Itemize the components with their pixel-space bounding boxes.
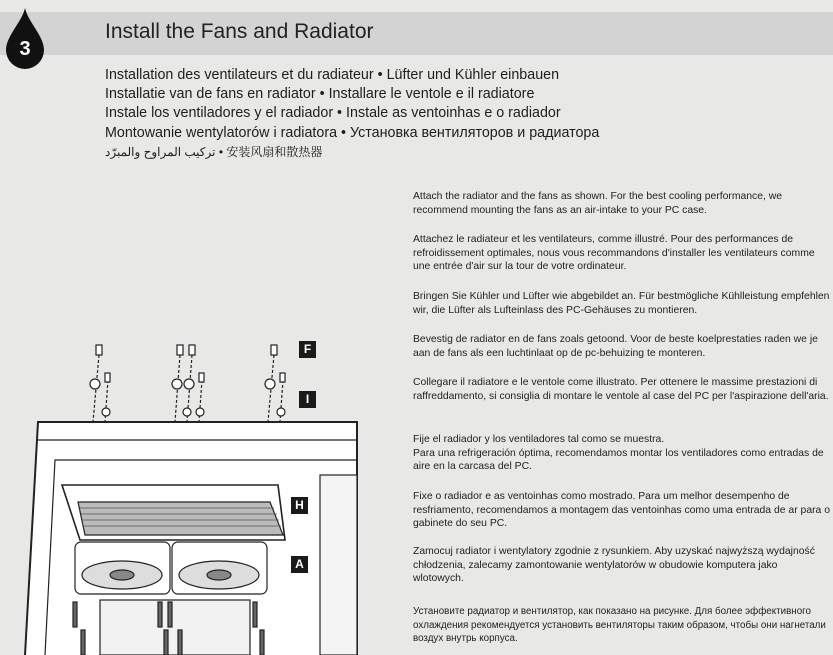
translated-titles	[105, 66, 599, 162]
subtitle-line: Instale los ventiladores y el radiador • Instale as ventoinhas e o radiador	[105, 105, 561, 122]
subtitle-line: Montowanie wentylatorów i radiatora • Установка вентиляторов и радиатора	[105, 124, 600, 141]
instruction-en: Attach the radiator and the fans as shown. For the best cooling performance, we recommend mounting the fans as an air-intake to your PC case.	[413, 191, 783, 216]
installation-diagram	[0, 330, 400, 655]
instruction-pt: Fixe o radiador e as ventoinhas como mostrado. Para um melhor desempenho de resfriamento, recomendamos a montagem das ventoinhas como uma entrada de ar para o gabinete do seu PC.	[413, 491, 831, 530]
subtitle-line: تركيب المراوح والمبرّد • 安装风扇和散热器	[105, 144, 323, 159]
screws-and-washers	[90, 345, 285, 422]
instruction-nl: Bevestig de radiator en de fans zoals getoond. Voor de beste koelprestaties raden we je aan de fans als een luchtinlaat op de pc-behuizing te monteren.	[413, 334, 818, 359]
instruction-it: Collegare il radiatore e le ventole come illustrato. Per ottenere le massime prestazioni di raffreddamento, si consiglia di montare le ventole al case del PC per l'aspirazione dell'aria.	[413, 377, 829, 402]
radiator	[62, 485, 285, 540]
instruction-ru: Установите радиатор и вентилятор, как показано на рисунке. Для более эффективного охлаждения рекомендуется установить вентиляторы таким образом, чтобы они нагнетали воздух внутрь корпуса.	[413, 606, 826, 645]
instruction-de: Bringen Sie Kühler und Lüfter wie abgebildet an. Für bestmögliche Kühlleistung empfehlen wir, die Lüfter als Lufteinlass des PC-Gehäuses zu montieren.	[413, 291, 830, 316]
instruction-fr: Attachez le radiateur et les ventilateurs, comme illustré. Pour des performances de refroidissement optimales, nous vous recommandons d'installer les ventilateurs comme une entrée d'air sur la tour de votre ordinateur.	[413, 234, 815, 273]
page-title: Install the Fans and Radiator	[105, 20, 374, 43]
instruction-pl: Zamocuj radiator i wentylatory zgodnie z rysunkiem. Aby uzyskać najwyższą wydajność chłodzenia, zalecamy zamontowanie wentylatorów w obudowie komputera jako wlotowych.	[413, 546, 815, 585]
label-h: H	[291, 497, 308, 514]
label-f: F	[299, 341, 316, 358]
label-a: A	[291, 556, 308, 573]
subtitle-line: Installatie van de fans en radiator • Installare le ventole e il radiatore	[105, 86, 535, 103]
step-number: 3	[19, 38, 31, 60]
label-i: I	[299, 391, 316, 408]
subtitle-line: Installation des ventilateurs et du radiateur • Lüfter und Kühler einbauen	[105, 67, 560, 83]
instruction-es: Fije el radiador y los ventiladores tal como se muestra. Para una refrigeración óptima, recomendamos montar los ventiladores como entradas de aire en la carcasa del PC.	[413, 434, 824, 473]
